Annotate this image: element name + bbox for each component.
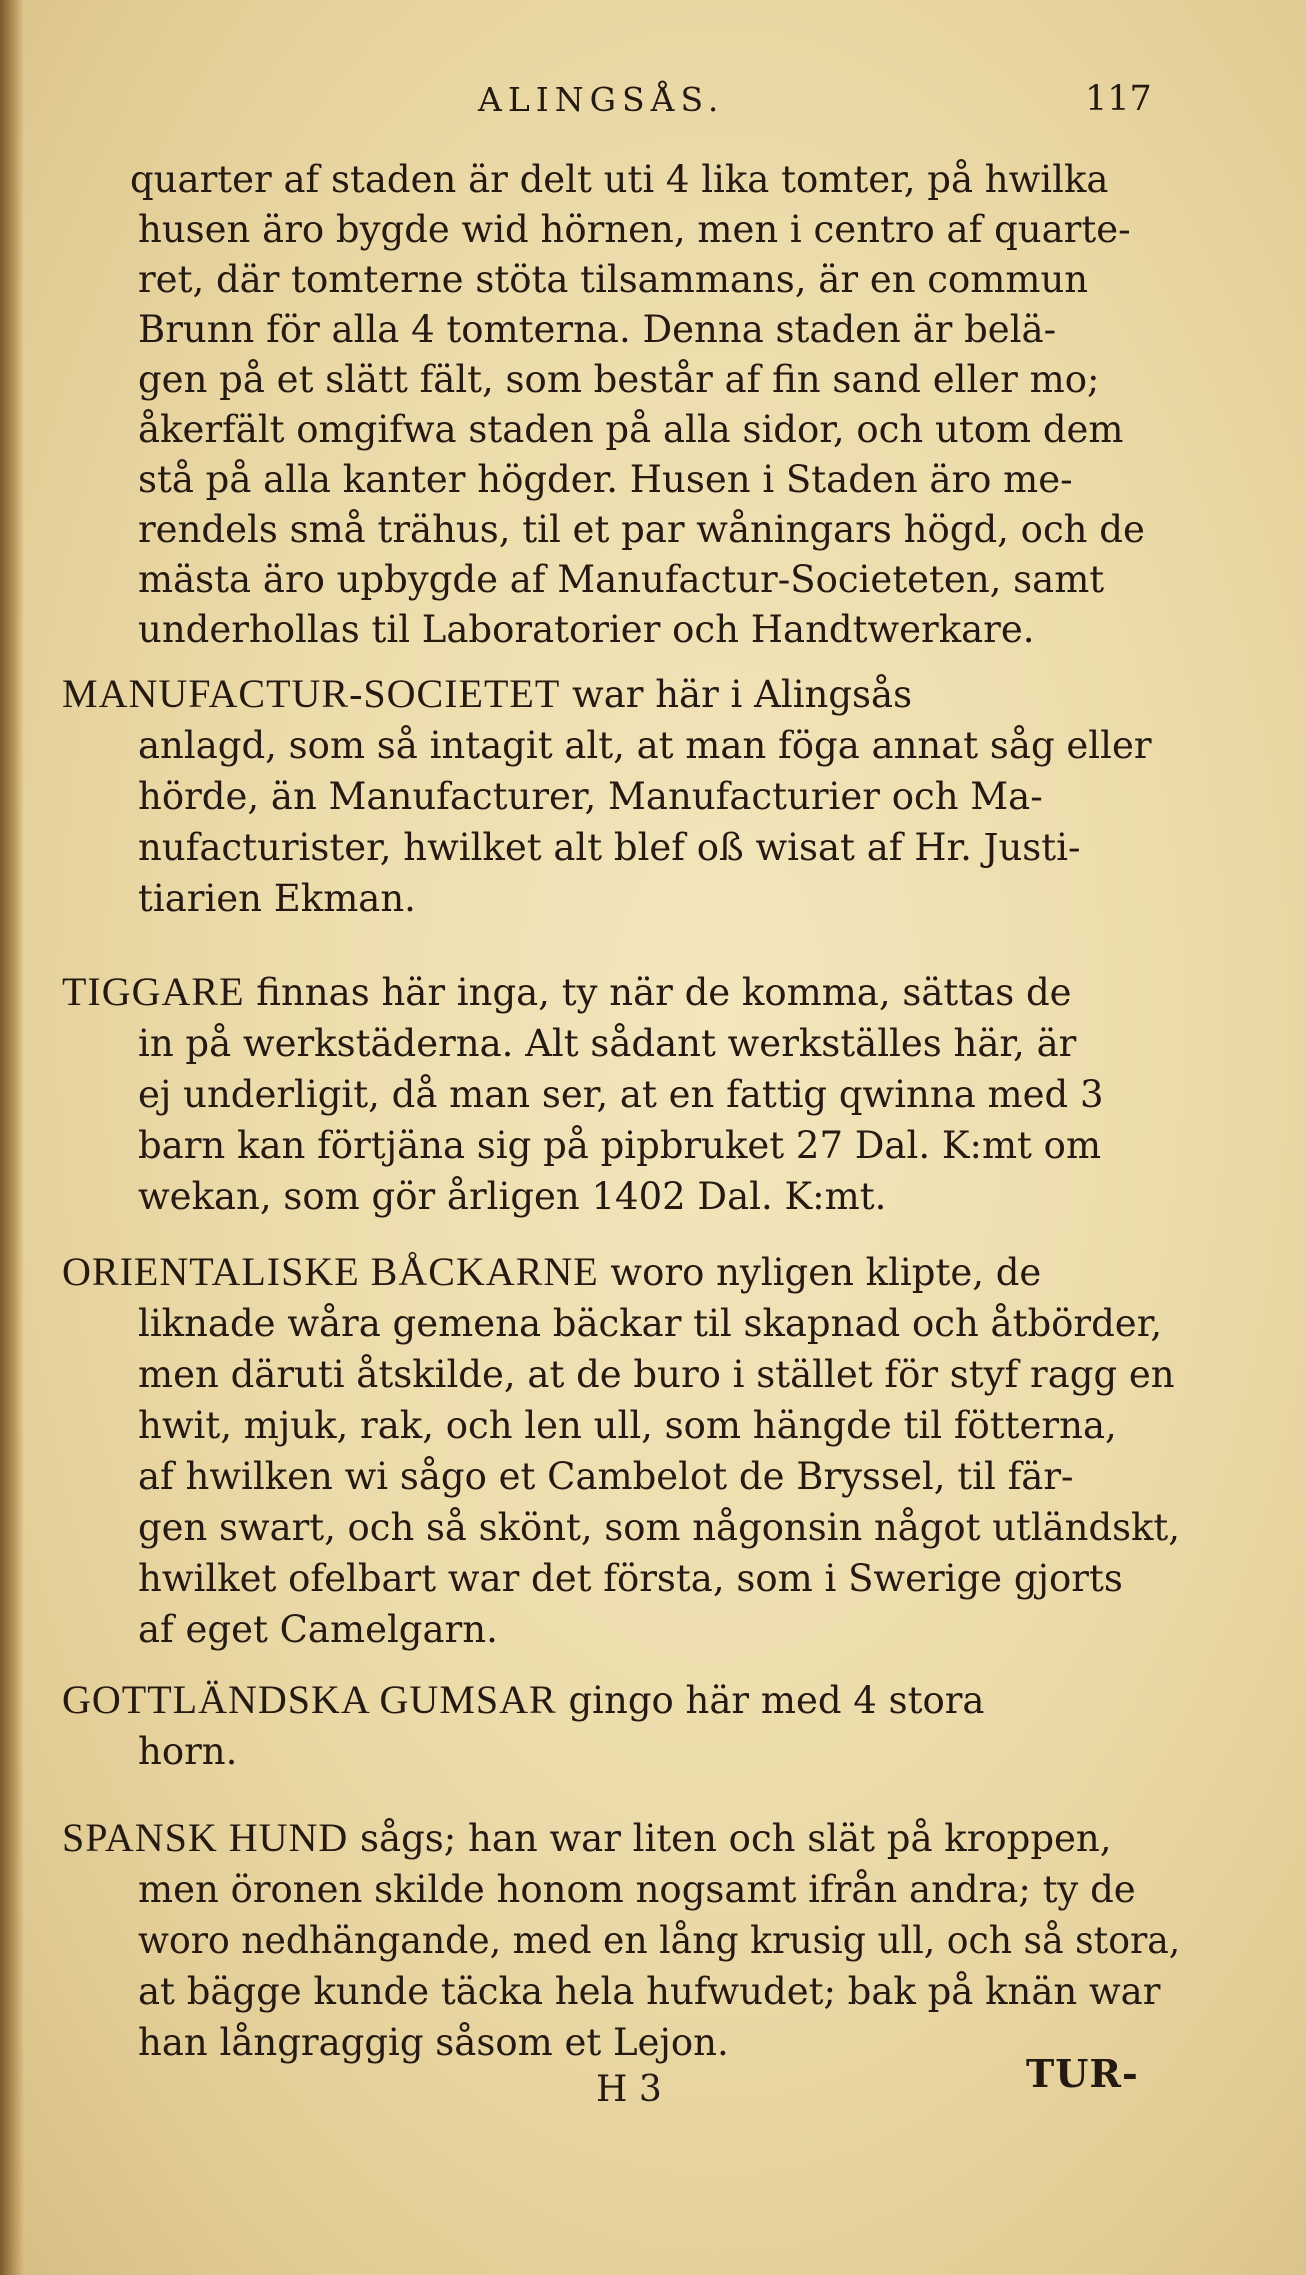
text-line: in på werkstäderna. Alt sådant werkställes här, är	[138, 1022, 1077, 1065]
text-line: hörde, än Manufacturer, Manufacturier och Ma-	[138, 775, 1043, 818]
text-line: horn.	[138, 1730, 238, 1773]
text-line: quarter af staden är delt uti 4 lika tomter, på hwilka	[130, 158, 1109, 201]
text-line: mästa äro upbygde af Manufactur-Societeten, samt	[138, 558, 1105, 601]
text-line: war här i Alingsås	[560, 673, 913, 716]
text-line: stå på alla kanter högder. Husen i Staden äro me-	[138, 458, 1073, 501]
entry-heading: TIGGARE	[62, 969, 245, 1014]
text-line: finnas här inga, ty när de komma, sättas de	[244, 971, 1072, 1014]
text-line: at bägge kunde täcka hela hufwudet; bak på knän war	[138, 1970, 1161, 2013]
entry-heading: SPANSK HUND	[62, 1815, 349, 1860]
text-line: sågs; han war liten och slät på kroppen,	[348, 1817, 1112, 1860]
text-line: af hwilken wi sågo et Cambelot de Bryssel, til fär-	[138, 1455, 1074, 1498]
text-line: gen på et slätt fält, som består af fin sand eller mo;	[138, 358, 1100, 401]
page-gutter-shadow	[0, 0, 24, 2275]
text-line: liknade wåra gemena bäckar til skapnad och åtbörder,	[138, 1302, 1163, 1345]
text-line: gen swart, och så skönt, som någonsin något utländskt,	[138, 1506, 1181, 1549]
catchword: TUR-	[1026, 2051, 1139, 2096]
text-line: hwilket ofelbart war det första, som i Swerige gjorts	[138, 1557, 1123, 1600]
signature-mark: H 3	[596, 2069, 662, 2110]
text-line: af eget Camelgarn.	[138, 1608, 498, 1651]
text-line: ej underligit, då man ser, at en fattig qwinna med 3	[138, 1073, 1104, 1116]
text-line: tiarien Ekman.	[138, 877, 416, 920]
text-line: underhollas til Laboratorier och Handtwerkare.	[138, 608, 1035, 651]
text-line: rendels små trähus, til et par wåningars högd, och de	[138, 508, 1145, 551]
page-footer	[0, 2051, 1306, 2124]
page-number: 117	[1085, 79, 1152, 119]
text-line: woro nedhängande, med en lång krusig ull, och så stora,	[138, 1919, 1181, 1962]
text-line: anlagd, som så intagit alt, at man föga annat såg eller	[138, 724, 1152, 767]
text-line: han långraggig såsom et Lejon.	[138, 2021, 729, 2064]
text-line: åkerfält omgifwa staden på alla sidor, och utom dem	[138, 408, 1124, 451]
text-line: gingo här med 4 stora	[556, 1679, 985, 1722]
text-line: hwit, mjuk, rak, och len ull, som hängde til fötterna,	[138, 1404, 1117, 1447]
text-line: men öronen skilde honom nogsamt ifrån andra; ty de	[138, 1868, 1136, 1911]
text-line: ret, där tomterne stöta tilsammans, är en commun	[138, 258, 1089, 301]
text-line: husen äro bygde wid hörnen, men i centro af quarte-	[138, 208, 1131, 251]
text-line: Brunn för alla 4 tomterna. Denna staden är belä-	[138, 308, 1057, 351]
text-line: wekan, som gör årligen 1402 Dal. K:mt.	[138, 1175, 887, 1218]
entry-heading: GOTTLÄNDSKA GUMSAR	[62, 1677, 557, 1722]
running-head: ALINGSÅS.	[478, 80, 725, 119]
text-line: men däruti åtskilde, at de buro i stället för styf ragg en	[138, 1353, 1175, 1396]
text-line: nufacturister, hwilket alt blef oß wisat af Hr. Justi-	[138, 826, 1081, 869]
text-line: woro nyligen klipte, de	[598, 1251, 1042, 1294]
text-line: barn kan förtjäna sig på pipbruket 27 Dal. K:mt om	[138, 1124, 1102, 1167]
page-header	[0, 74, 1306, 134]
entry-heading: ORIENTALISKE BÅCKARNE	[62, 1249, 599, 1294]
entry-heading: MANUFACTUR-SOCIETET	[62, 671, 561, 716]
